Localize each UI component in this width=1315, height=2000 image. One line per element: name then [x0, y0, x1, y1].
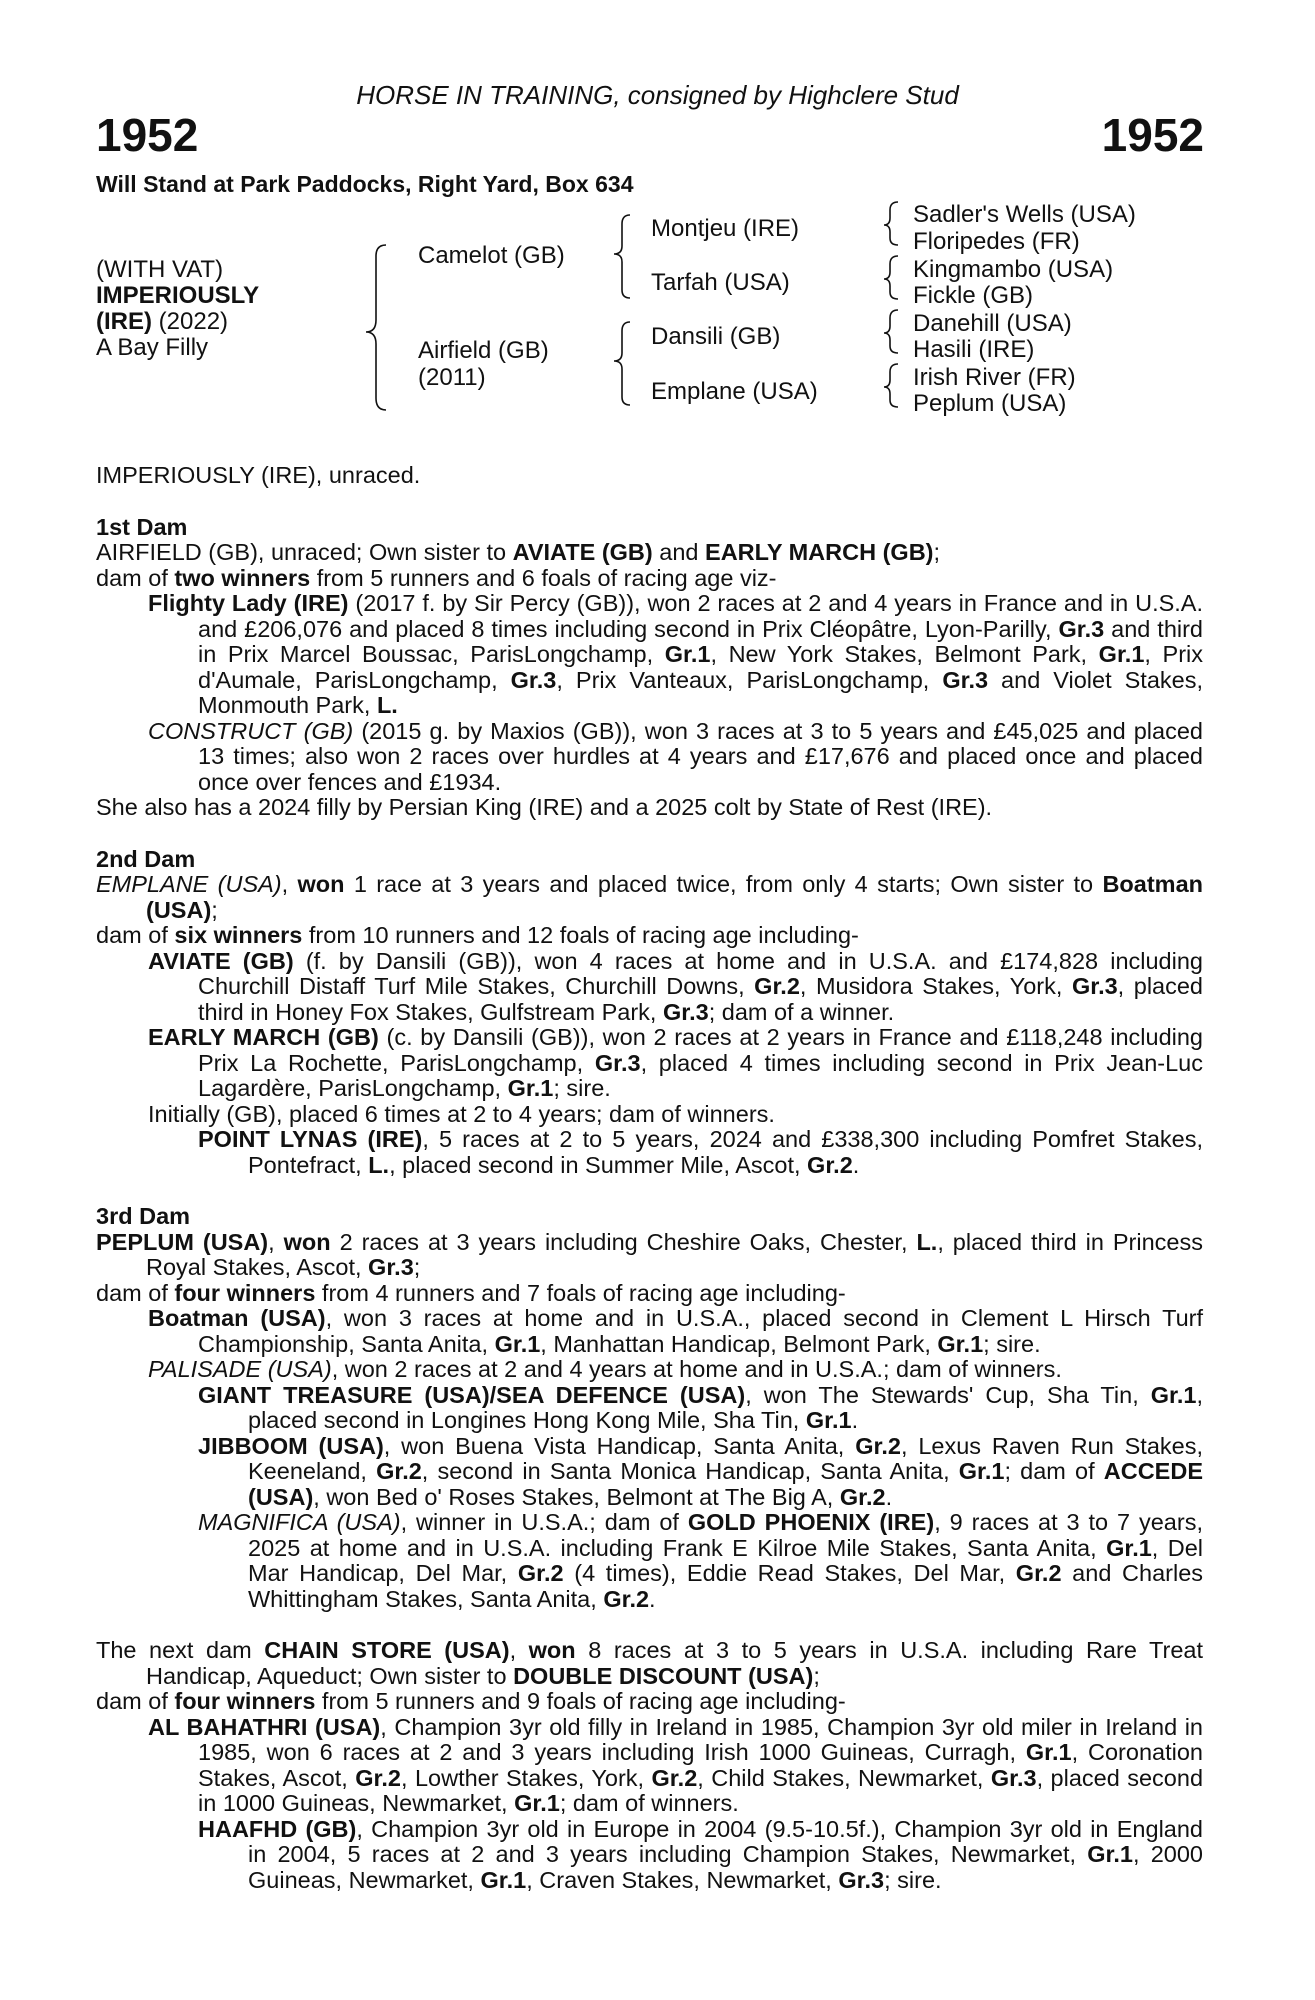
pedigree-ddd: Peplum (USA) [913, 390, 1067, 417]
brace-dam [614, 322, 630, 405]
second-dam-produce-3: Initially (GB), placed 6 times at 2 to 4 years; dam of winners. [148, 1100, 775, 1127]
lot-number-right: 1952 [1101, 109, 1204, 161]
first-dam-produce-1: Flighty Lady (IRE) (2017 f. by Sir Percy (GB)), won 2 races at 2 and 4 years in France and in U.S.A. and £206,076 and placed 8 times including second in Prix Cléopâtre, Lyon-Parilly, Gr.3 and third in Prix Marcel Boussac, ParisLongchamp, Gr.1, New York Stakes, Belmont Park, Gr.1, Prix d'Aumale, ParisLongchamp, Gr.3, Prix Vanteaux, ParisLongchamp, Gr.3 and Violet Stakes, Monmouth Park, L. [148, 590, 1204, 718]
second-dam-produce-2: EARLY MARCH (GB) (c. by Dansili (GB)), won 2 races at 2 years in France and £118,248 including Prix La Rochette, ParisLongchamp, Gr.3, placed 4 times including second in Prix Jean-Luc Lagardère, ParisLongchamp, Gr.1; sire. [148, 1024, 1204, 1101]
pedigree-dds: Irish River (FR) [913, 364, 1076, 391]
brace-ds [884, 310, 898, 353]
catalogue-body [96, 463, 1203, 1893]
next-dam-produce-summary: dam of four winners from 5 runners and 9 foals of racing age including- [96, 1688, 846, 1714]
third-dam-heading: 3rd Dam [96, 1203, 191, 1229]
first-dam-intro: AIRFIELD (GB), unraced; Own sister to AVIATE (GB) and EARLY MARCH (GB); [96, 539, 941, 565]
brace-sd [884, 256, 898, 299]
first-dam-produce-2: CONSTRUCT (GB) (2015 g. by Maxios (GB)), won 3 races at 3 to 5 years and £45,025 and placed 13 times; also won 2 races over hurdles at 4 years and £17,676 and placed once and placed once over fences and £1934. [148, 717, 1203, 795]
pedigree-ssd: Floripedes (FR) [913, 228, 1080, 255]
first-dam-produce-summary: dam of two winners from 5 runners and 6 foals of racing age viz- [96, 564, 777, 591]
next-dam-produce-1-offspring: HAAFHD (GB), Champion 3yr old in Europe in 2004 (9.5-10.5f.), Champion 3yr old in England in 2004, 5 races at 2 and 3 years including Champion Stakes, Newmarket, Gr.1, 2000 Guineas, Newmarket, Gr.1, Craven Stakes, Newmarket, Gr.3; sire. [198, 1815, 1203, 1893]
pedigree-sire-sire: Montjeu (IRE) [651, 215, 800, 242]
horse-summary: IMPERIOUSLY (IRE), unraced. [96, 462, 421, 488]
third-dam-produce-2-offspring-2: JIBBOOM (USA), won Buena Vista Handicap, Santa Anita, Gr.2, Lexus Raven Run Stakes, Keeneland, Gr.2, second in Santa Monica Handicap, Santa Anita, Gr.1; dam of ACCEDE (USA), won Bed o' Roses Stakes, Belmont at The Big A, Gr.2. [198, 1432, 1203, 1510]
pedigree-dsd: Hasili (IRE) [913, 336, 1035, 363]
brace-sire [614, 215, 630, 298]
pedigree-dss: Danehill (USA) [913, 310, 1072, 337]
brace-ss [884, 202, 898, 245]
third-dam-produce-summary: dam of four winners from 4 runners and 7 foals of racing age including- [96, 1279, 846, 1306]
pedigree-sdd: Fickle (GB) [913, 282, 1033, 309]
third-dam-produce-2: PALISADE (USA), won 2 races at 2 and 4 years at home and in U.S.A.; dam of winners. [148, 1356, 1062, 1382]
pedigree-sss: Sadler's Wells (USA) [913, 201, 1136, 228]
first-dam-heading: 1st Dam [96, 513, 188, 540]
second-dam-intro: EMPLANE (USA), won 1 race at 3 years and placed twice, from only 4 starts; Own sister to Boatman (USA); [96, 871, 1203, 923]
first-dam-also: She also has a 2024 filly by Persian King (IRE) and a 2025 colt by State of Rest (IRE). [96, 794, 993, 820]
second-dam-produce-summary: dam of six winners from 10 runners and 12 foals of racing age including- [96, 922, 859, 948]
horse-description: A Bay Filly [96, 334, 209, 361]
brace-dd [884, 364, 898, 407]
brace-main [366, 245, 386, 410]
pedigree-dam-sire: Dansili (GB) [651, 323, 781, 350]
second-dam-produce-3-offspring: POINT LYNAS (IRE), 5 races at 2 to 5 years, 2024 and £338,300 including Pomfret Stakes, Pontefract, L., placed second in Summer Mile, Ascot, Gr.2. [198, 1126, 1203, 1178]
second-dam-produce-1: AVIATE (GB) (f. by Dansili (GB)), won 4 races at home and in U.S.A. and £174,828 including Churchill Distaff Turf Mile Stakes, Churchill Downs, Gr.2, Musidora Stakes, York, Gr.3, placed third in Honey Fox Stakes, Gulfstream Park, Gr.3; dam of a winner. [148, 947, 1204, 1025]
pedigree-sire-dam: Tarfah (USA) [651, 269, 790, 296]
second-dam-heading: 2nd Dam [96, 845, 196, 872]
horse-name: IMPERIOUSLY [96, 282, 260, 309]
horse-origin-year: (IRE) (2022) [96, 308, 229, 335]
lot-number-left: 1952 [96, 109, 199, 161]
stand-location: Will Stand at Park Paddocks, Right Yard, Box 634 [96, 171, 634, 197]
third-dam-intro: PEPLUM (USA), won 2 races at 3 years including Cheshire Oaks, Chester, L., placed third in Princess Royal Stakes, Ascot, Gr.3; [96, 1228, 1203, 1280]
vat-label: (WITH VAT) [96, 256, 224, 283]
third-dam-produce-1: Boatman (USA), won 3 races at home and in U.S.A., placed second in Clement L Hirsch Turf Championship, Santa Anita, Gr.1, Manhattan Handicap, Belmont Park, Gr.1; sire. [148, 1305, 1203, 1357]
next-dam-produce-1: AL BAHATHRI (USA), Champion 3yr old filly in Ireland in 1985, Champion 3yr old miler in Ireland in 1985, won 6 races at 2 and 3 years including Irish 1000 Guineas, Curragh, Gr.1, Coronation Stakes, Ascot, Gr.2, Lowther Stakes, York, Gr.2, Child Stakes, Newmarket, Gr.3, placed second in 1000 Guineas, Newmarket, Gr.1; dam of winners. [148, 1713, 1204, 1816]
next-dam-intro: The next dam CHAIN STORE (USA), won 8 races at 3 to 5 years in U.S.A. including Rare Treat Handicap, Aqueduct; Own sister to DOUBLE DISCOUNT (USA); [96, 1637, 1203, 1689]
pedigree-sire: Camelot (GB) [418, 242, 565, 269]
third-dam-produce-2-offspring-3: MAGNIFICA (USA), winner in U.S.A.; dam of GOLD PHOENIX (IRE), 9 races at 3 to 7 years, 2025 at home and in U.S.A. including Frank E Kilroe Mile Stakes, Santa Anita, Gr.1, Del Mar Handicap, Del Mar, Gr.2 (4 times), Eddie Read Stakes, Del Mar, Gr.2 and Charles Whittingham Stakes, Santa Anita, Gr.2. [198, 1509, 1204, 1612]
pedigree-sds: Kingmambo (USA) [913, 256, 1114, 283]
third-dam-produce-2-offspring-1: GIANT TREASURE (USA)/SEA DEFENCE (USA), won The Stewards' Cup, Sha Tin, Gr.1, placed second in Longines Hong Kong Mile, Sha Tin, Gr.1. [198, 1381, 1203, 1433]
pedigree-dam: Airfield (GB) (2011) [418, 337, 549, 391]
pedigree-dam-dam: Emplane (USA) [651, 378, 818, 405]
catalogue-subtitle: HORSE IN TRAINING, consigned by Highclere Stud [356, 80, 959, 110]
